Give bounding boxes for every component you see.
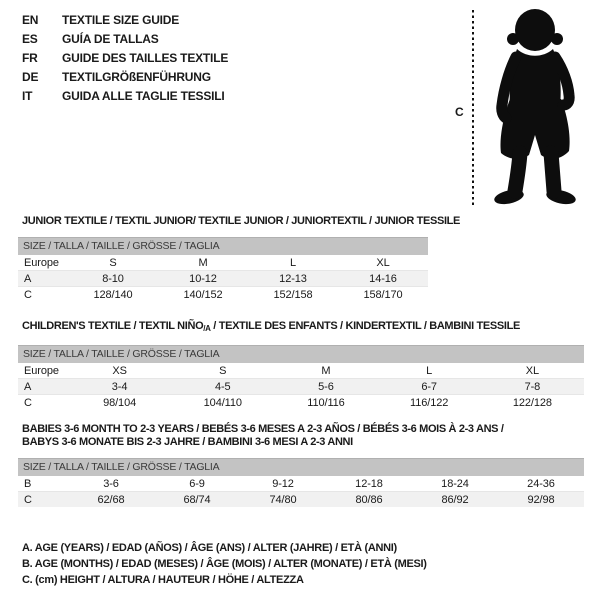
toddler-silhouette-image bbox=[482, 7, 594, 207]
title-part: CHILDREN'S TEXTILE / TEXTIL NIÑO bbox=[22, 320, 204, 332]
lang-row-en bbox=[22, 11, 228, 30]
height-cell: 110/116 bbox=[307, 396, 345, 409]
lang-row-de bbox=[22, 68, 228, 87]
row-label: C bbox=[24, 493, 32, 506]
row-label: C bbox=[24, 396, 32, 409]
height-cell: 62/68 bbox=[97, 493, 125, 506]
height-dashed-line bbox=[472, 10, 474, 206]
height-cell: 122/128 bbox=[512, 396, 552, 409]
size-header-bar: SIZE / TALLA / TAILLE / GRÖSSE / TAGLIA bbox=[18, 237, 428, 255]
age-cell: 14-16 bbox=[369, 272, 397, 285]
footnote-age-months: B. AGE (MONTHS) / EDAD (MESES) / ÂGE (MOIS) / ALTER (MONATE) / ETÀ (MESI) bbox=[22, 558, 427, 570]
age-cell: 12-18 bbox=[355, 477, 383, 490]
table-row bbox=[18, 271, 428, 287]
size-cell: XS bbox=[112, 364, 127, 377]
table-row bbox=[18, 379, 584, 395]
lang-row-es bbox=[22, 30, 228, 49]
age-cell: 4-5 bbox=[214, 380, 231, 393]
size-cell: M bbox=[198, 256, 208, 269]
table-row bbox=[18, 287, 428, 303]
lang-code: DE bbox=[22, 70, 39, 84]
lang-label: GUIDA ALLE TAGLIE TESSILI bbox=[62, 89, 225, 103]
babies-size-table bbox=[18, 476, 584, 507]
lang-label: TEXTILE SIZE GUIDE bbox=[62, 13, 180, 27]
age-cell: 12-13 bbox=[279, 272, 307, 285]
height-cell: 116/122 bbox=[410, 396, 449, 409]
table-row bbox=[18, 492, 584, 508]
height-cell: 152/158 bbox=[273, 288, 313, 301]
section-babies-title-line1: BABIES 3-6 MONTH TO 2-3 YEARS / BEBÉS 3-6 MESES A 2-3 AÑOS / BÉBÉS 3-6 MOIS À 2-3 ANS / bbox=[22, 423, 504, 435]
lang-label: GUIDE DES TAILLES TEXTILE bbox=[62, 51, 229, 65]
section-babies bbox=[18, 423, 584, 507]
age-cell: 3-6 bbox=[103, 477, 119, 490]
height-cell: 74/80 bbox=[269, 493, 297, 506]
table-row bbox=[18, 476, 584, 492]
section-babies-title-line2: BABYS 3-6 MONATE BIS 2-3 JAHRE / BAMBINI 3-6 MESI A 2-3 ANNI bbox=[22, 436, 353, 448]
footnotes bbox=[22, 540, 427, 588]
footnote-height: C. (cm) HEIGHT / ALTURA / HAUTEUR / HÖHE / ALTEZZA bbox=[22, 574, 304, 586]
height-cell: 80/86 bbox=[355, 493, 383, 506]
lang-label: TEXTILGRÖßENFÜHRUNG bbox=[62, 70, 211, 84]
lang-code: ES bbox=[22, 32, 38, 46]
size-header-bar: SIZE / TALLA / TAILLE / GRÖSSE / TAGLIA bbox=[18, 458, 584, 476]
table-row bbox=[18, 395, 584, 411]
lang-code: EN bbox=[22, 13, 39, 27]
size-cell: L bbox=[426, 364, 433, 377]
height-cell: 158/170 bbox=[363, 288, 403, 301]
size-cell: L bbox=[289, 256, 297, 269]
age-cell: 6-7 bbox=[421, 380, 437, 393]
age-cell: 9-12 bbox=[272, 477, 294, 490]
lang-code: FR bbox=[22, 51, 38, 65]
height-cell: 104/110 bbox=[203, 396, 242, 409]
height-cell: 68/74 bbox=[183, 493, 211, 506]
row-label: C bbox=[24, 288, 32, 301]
size-cell: S bbox=[109, 256, 117, 269]
junior-size-table bbox=[18, 255, 428, 302]
size-cell: S bbox=[219, 364, 227, 377]
children-size-table bbox=[18, 363, 584, 410]
size-cell: XL bbox=[376, 256, 390, 269]
height-cell: 86/92 bbox=[441, 493, 469, 506]
title-part: / TEXTILE DES ENFANTS / KINDERTEXTIL / BAMBINI TESSILE bbox=[210, 320, 520, 332]
age-cell: 18-24 bbox=[441, 477, 469, 490]
row-label: A bbox=[24, 272, 32, 285]
section-children bbox=[18, 320, 584, 410]
language-guide-list bbox=[22, 11, 228, 106]
height-measure-label: C bbox=[455, 105, 464, 119]
row-label: A bbox=[24, 380, 32, 393]
row-label: B bbox=[24, 477, 32, 490]
age-cell: 10-12 bbox=[189, 272, 217, 285]
table-row bbox=[18, 363, 584, 379]
age-cell: 3-4 bbox=[111, 380, 128, 393]
row-label: Europe bbox=[24, 256, 59, 269]
age-cell: 5-6 bbox=[318, 380, 334, 393]
table-row bbox=[18, 255, 428, 271]
size-cell: XL bbox=[525, 364, 539, 377]
height-cell: 140/152 bbox=[183, 288, 223, 301]
size-cell: M bbox=[321, 364, 331, 377]
footnote-age-years: A. AGE (YEARS) / EDAD (AÑOS) / ÂGE (ANS) / ALTER (JAHRE) / ETÀ (ANNI) bbox=[22, 542, 397, 554]
section-junior bbox=[18, 215, 461, 302]
lang-row-it bbox=[22, 87, 228, 106]
title-subscript: /A bbox=[203, 324, 211, 333]
age-cell: 6-9 bbox=[189, 477, 205, 490]
section-junior-title: JUNIOR TEXTILE / TEXTIL JUNIOR/ TEXTILE JUNIOR / JUNIORTEXTIL / JUNIOR TESSILE bbox=[22, 215, 461, 227]
row-label: Europe bbox=[24, 364, 59, 377]
height-cell: 128/140 bbox=[93, 288, 133, 301]
section-children-title bbox=[18, 320, 584, 335]
lang-code: IT bbox=[22, 89, 33, 103]
age-cell: 7-8 bbox=[524, 380, 541, 393]
age-cell: 8-10 bbox=[102, 272, 124, 285]
age-cell: 24-36 bbox=[527, 477, 555, 490]
lang-row-fr bbox=[22, 49, 228, 68]
height-cell: 92/98 bbox=[527, 493, 555, 506]
height-cell: 98/104 bbox=[103, 396, 137, 409]
lang-label: GUÍA DE TALLAS bbox=[62, 32, 159, 46]
size-header-bar: SIZE / TALLA / TAILLE / GRÖSSE / TAGLIA bbox=[18, 345, 584, 363]
